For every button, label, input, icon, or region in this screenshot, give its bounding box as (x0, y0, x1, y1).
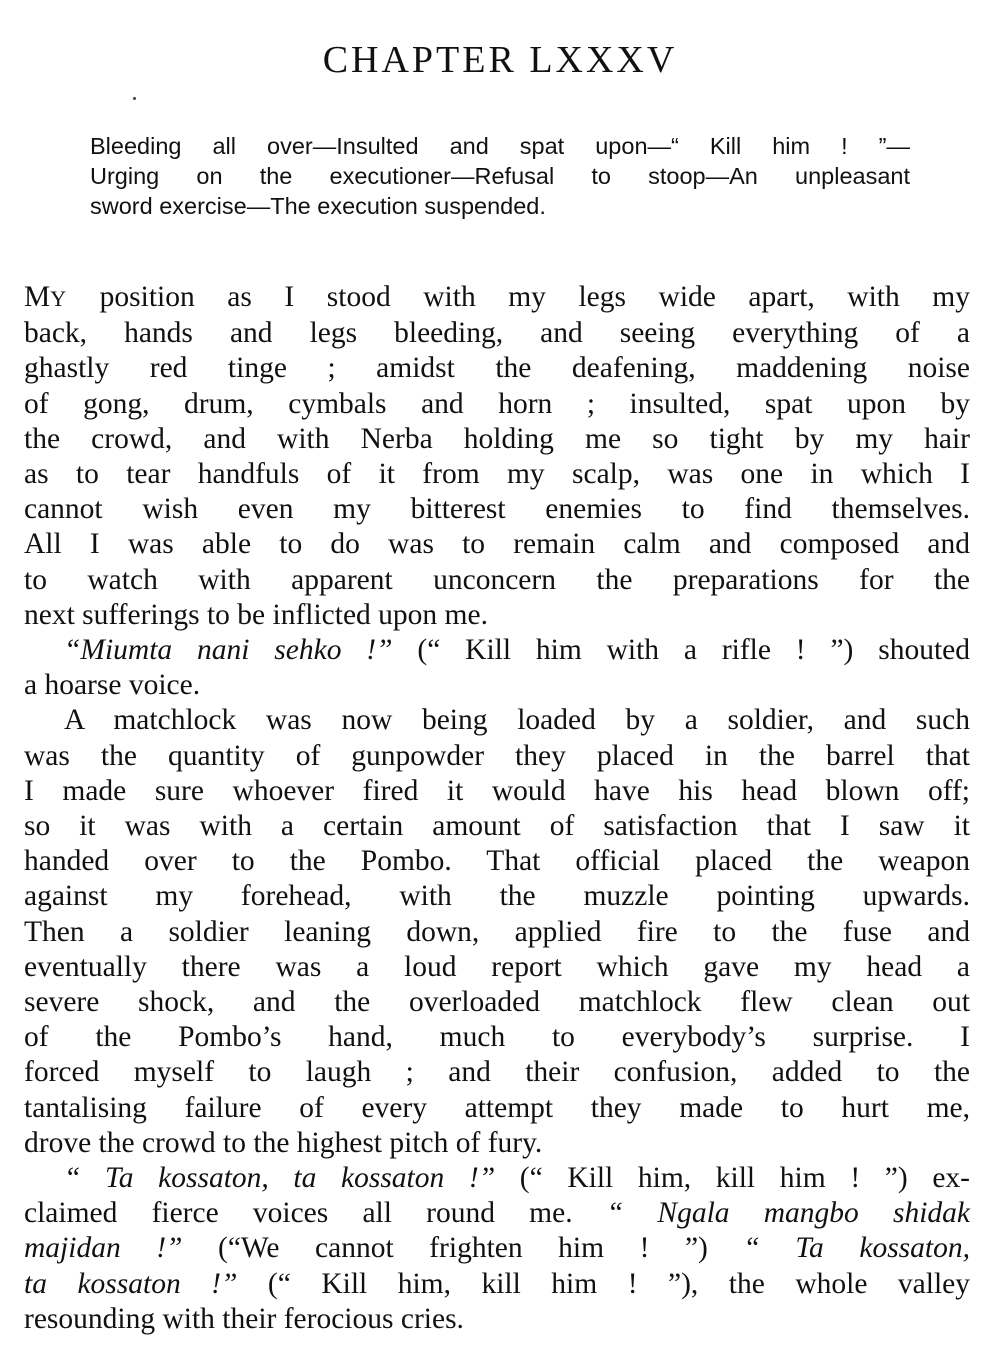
text-line: a hoarse voice. (24, 669, 201, 702)
italic-quote: “Miumta nani sehko !” (64, 634, 393, 667)
text-line: All I was able to do was to remain calm and composed and (24, 528, 970, 561)
text-line: cannot wish even my bitterest enemies to find themselves. (24, 493, 970, 526)
chapter-title: CHAPTER LXXXV (322, 39, 678, 81)
text-line: was the quantity of gunpowder they placed in the barrel that (24, 739, 970, 772)
text-line: resounding with their ferocious cries. (24, 1302, 464, 1335)
text-line: against my forehead, with the muzzle pointing upwards. (24, 880, 970, 913)
italic-quote: “ Ngala mangbo shidak (606, 1197, 970, 1230)
text-line: tantalising failure of every attempt they made to hurt me, (24, 1091, 970, 1124)
ink-speck (133, 97, 136, 100)
chapter-summary (90, 131, 910, 221)
text-line: A matchlock was now being loaded by a soldier, and such (64, 704, 970, 737)
text-line: of gong, drum, cymbals and horn ; insulted, spat upon by (24, 387, 970, 420)
summary-line: Bleeding all over—Insulted and spat upon—“ Kill him ! ”— (90, 133, 910, 159)
body-text (24, 280, 970, 1337)
italic-quote: “ Ta kossaton, ta kossaton !” (64, 1162, 496, 1195)
text-segment: claimed fierce voices all round me. (24, 1197, 607, 1230)
italic-quote: ta kossaton !” (24, 1267, 238, 1300)
text-line: Then a soldier leaning down, applied fire to the fuse and (24, 915, 970, 948)
text-segment: (“ Kill him with a rifle ! ”) shouted (392, 634, 970, 667)
text-segment: (“ Kill him, kill him ! ”), the whole valley (237, 1267, 970, 1300)
text-line (24, 1231, 970, 1266)
text-line (24, 1161, 970, 1196)
text-line (24, 633, 970, 668)
text-segment: position as I stood with my legs wide apart, with my (67, 281, 970, 313)
text-line: ghastly red tinge ; amidst the deafening, maddening noise (24, 352, 970, 385)
text-line: next sufferings to be inflicted upon me. (24, 598, 488, 631)
text-line: forced myself to laugh ; and their confusion, added to the (24, 1056, 970, 1089)
text-segment: (“ Kill him, kill him ! ”) ex- (495, 1162, 971, 1195)
italic-quote: majidan !” (24, 1232, 183, 1265)
text-line (24, 280, 970, 316)
text-segment: (“We cannot frighten him ! ”) (182, 1232, 744, 1265)
text-line (24, 1267, 970, 1302)
text-line: back, hands and legs bleeding, and seeing everything of a (24, 317, 970, 350)
small-caps-initial: M (24, 281, 51, 313)
text-line: to watch with apparent unconcern the preparations for the (24, 563, 970, 596)
text-line: as to tear handfuls of it from my scalp, was one in which I (24, 458, 970, 491)
text-line: I made sure whoever fired it would have his head blown off; (24, 774, 970, 807)
text-line: handed over to the Pombo. That official placed the weapon (24, 845, 970, 878)
text-line: drove the crowd to the highest pitch of fury. (24, 1126, 543, 1159)
small-caps-rest: Y (50, 286, 68, 311)
summary-line: sword exercise—The execution suspended. (90, 193, 546, 219)
italic-quote: “ Ta kossaton, (743, 1232, 970, 1265)
summary-line: Urging on the executioner—Refusal to stoop—An unpleasant (90, 163, 910, 189)
text-line: so it was with a certain amount of satisfaction that I saw it (24, 810, 970, 843)
text-line: eventually there was a loud report which gave my head a (24, 950, 970, 983)
text-line: of the Pombo’s hand, much to everybody’s surprise. I (24, 1021, 970, 1054)
text-line: the crowd, and with Nerba holding me so tight by my hair (24, 422, 970, 455)
text-line (24, 1196, 970, 1231)
text-line: severe shock, and the overloaded matchlock flew clean out (24, 986, 970, 1019)
